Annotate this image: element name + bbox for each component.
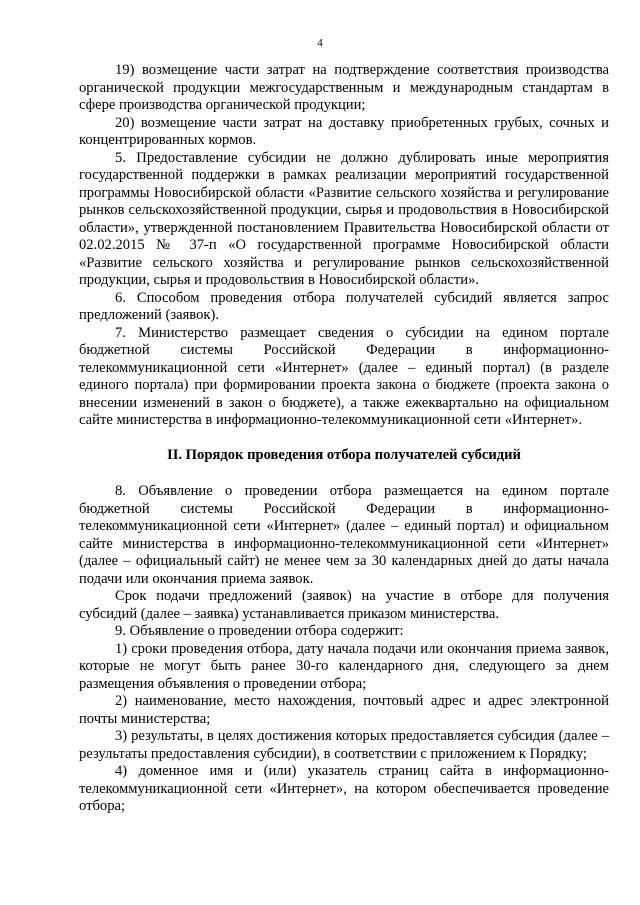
page-number: 4: [317, 37, 323, 49]
paragraph-application-deadline: Срок подачи предложений (заявок) на участие в отборе для получения субсидий (далее – заявка) устанавливается приказом министерства.: [79, 588, 609, 622]
paragraph-clause-5: 5. Предоставление субсидии не должно дублировать иные мероприятия государственной поддержки в рамках реализации мероприятий государственной программы Новосибирской области «Развитие сельского хозяйства и регулирование рынков сельскохозяйственной продукции, сырья и продовольствия в Новосибирской области», утвержденной постановлением Правительства Новосибирской области от 02.02.2015 № 37-п «О государственной программе Новосибирской области «Развитие сельского хозяйства и регулирование рынков сельскохозяйственной продукции, сырья и продовольствия в Новосибирской области».: [79, 149, 609, 288]
paragraph-subitem-3: 3) результаты, в целях достижения которых предоставляется субсидия (далее – результаты предоставления субсидии), в соответствии с приложением к Порядку;: [79, 728, 609, 762]
paragraph-subitem-2: 2) наименование, место нахождения, почтовый адрес и адрес электронной почты министерства;: [79, 693, 609, 727]
paragraph-clause-6: 6. Способом проведения отбора получателей субсидий является запрос предложений (заявок).: [79, 289, 609, 323]
paragraph-item-20: 20) возмещение части затрат на доставку приобретенных грубых, сочных и концентрированных кормов.: [79, 114, 609, 148]
paragraph-subitem-4: 4) доменное имя и (или) указатель страниц сайта в информационно-телекоммуникационной сети «Интернет», на котором обеспечивается проведение отбора;: [79, 763, 609, 814]
section-heading: II. Порядок проведения отбора получателей субсидий: [167, 446, 521, 463]
paragraph-subitem-1: 1) сроки проведения отбора, дату начала подачи или окончания приема заявок, которые не могут быть ранее 30-го календарного дня, следующего за днем размещения объявления о проведении отбора;: [79, 640, 609, 692]
document-body: [79, 62, 609, 816]
paragraph-clause-7: 7. Министерство размещает сведения о субсидии на едином портале бюджетной системы Российской Федерации в информационно-телекоммуникационной сети «Интернет» (далее – единый портал) (в разделе единого портала) при формировании проекта закона о бюджете (проекта закона о внесении изменений в закон о бюджете), а также ежеквартально на официальном сайте министерства в информационно-телекоммуникационной сети «Интернет».: [79, 324, 609, 428]
paragraph-item-19: 19) возмещение части затрат на подтверждение соответствия производства органической продукции межгосударственным и международным стандартам в сфере производства органической продукции;: [79, 62, 609, 113]
paragraph-clause-8: 8. Объявление о проведении отбора размещается на едином портале бюджетной системы Российской Федерации в информационно-телекоммуникационной сети «Интернет» (далее – единый портал) и официальном сайте министерства в информационно-телекоммуникационной сети «Интернет» (далее – официальный сайт) не менее чем за 30 календарных дней до даты начала подачи или окончания приема заявок.: [79, 483, 609, 587]
paragraph-clause-9: 9. Объявление о проведении отбора содержит:: [115, 623, 404, 639]
